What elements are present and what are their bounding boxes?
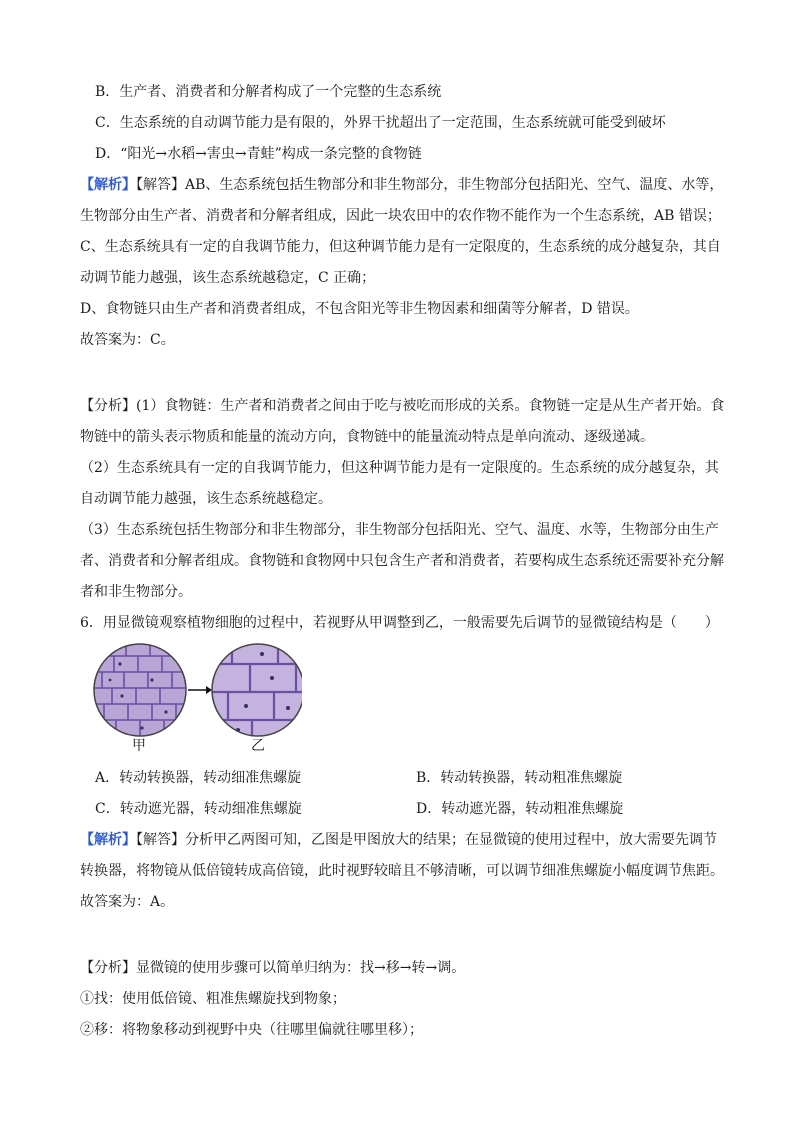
arrow-right-icon [188, 686, 212, 694]
q6-option-c: C．转动遮光器，转动细准焦螺旋 [95, 801, 302, 817]
q5-analysis-line-5: （3）生态系统包括生物部分和非生物部分，非生物部分包括阳光、空气、温度、水等，生物部分由生产 [80, 522, 719, 538]
q5-analysis-line-3: （2）生态系统具有一定的自我调节能力，但这种调节能力是有一定限度的。生态系统的成分越复杂，其 [80, 460, 719, 476]
q5-jiexi-tag: 【解析】 [80, 177, 136, 193]
q5-option-c: C．生态系统的自动调节能力是有限的，外界干扰超出了一定范围，生态系统就可能受到破坏 [95, 115, 666, 131]
q5-analysis-line-1: 【分析】(1）食物链：生产者和消费者之间由于吃与被吃而形成的关系。食物链一定是从生产者开始。食 [80, 398, 725, 414]
q5-answer-line-6: 故答案为：C。 [80, 332, 175, 348]
q5-answer-line-1: 【解析】【解答】AB、生态系统包括生物部分和非生物部分，非生物部分包括阳光、空气、温度、水等， [80, 177, 724, 193]
q6-analysis-line-1: 【分析】显微镜的使用步骤可以简单归纳为：找→移→转→调。 [80, 960, 466, 976]
q6-analysis-line-2: ①找：使用低倍镜、粗准焦螺旋找到物象； [80, 991, 346, 1007]
label-yi: 乙 [251, 738, 265, 754]
q6-option-b: B．转动转换器，转动粗准焦螺旋 [416, 770, 623, 786]
q6-answer-line-1: 【解析】【解答】分析甲乙两图可知，乙图是甲图放大的结果；在显微镜的使用过程中，放大需要先调节 [80, 832, 717, 848]
q5-option-d: D．“阳光→水稻→害虫→青蛙”构成一条完整的食物链 [95, 146, 422, 162]
q5-analysis-line-7: 者和非生物部分。 [80, 584, 192, 600]
q5-answer-line-5: D、食物链只由生产者和消费者组成，不包含阳光等非生物因素和细菌等分解者，D 错误。 [80, 301, 639, 317]
microscope-view-figure [92, 642, 302, 754]
field-of-view-yi [210, 642, 302, 738]
q6-answer-line-3: 故答案为：A。 [80, 894, 175, 910]
q5-analysis-line-6: 者、消费者和分解者组成。食物链和食物网中只包含生产者和消费者，若要构成生态系统还需要补充分解 [80, 553, 724, 569]
q6-jiexi-tag: 【解析】 [80, 832, 136, 848]
q5-answer-line-4: 动调节能力越强，该生态系统越稳定，C 正确； [80, 270, 376, 286]
q6-option-d: D．转动遮光器，转动粗准焦螺旋 [416, 801, 624, 817]
microscope-views-illustration [92, 642, 302, 738]
q6-stem: 6．用显微镜观察植物细胞的过程中，若视野从甲调整到乙，一般需要先后调节的显微镜结构是（ ） [80, 615, 719, 631]
q5-answer-line-2: 生物部分由生产者、消费者和分解者组成，因此一块农田中的农作物不能作为一个生态系统，AB 错误； [80, 208, 721, 224]
label-jia: 甲 [132, 738, 146, 754]
q5-answer-line-3: C、生态系统具有一定的自我调节能力，但这种调节能力是有一定限度的，生态系统的成分越复杂，其自 [80, 239, 721, 255]
q6-option-a: A．转动转换器，转动细准焦螺旋 [95, 770, 302, 786]
q5-analysis-line-2: 物链中的箭头表示物质和能量的流动方向，食物链中的能量流动特点是单向流动、逐级递减。 [80, 429, 654, 445]
field-of-view-jia [92, 642, 188, 738]
q5-analysis-line-4: 自动调节能力越强，该生态系统越稳定。 [80, 491, 332, 507]
q6-answer-line-2: 转换器，将物镜从低倍镜转成高倍镜，此时视野较暗且不够清晰，可以调节细准焦螺旋小幅度调节焦距。 [80, 863, 724, 879]
q6-analysis-line-3: ②移：将物象移动到视野中央（往哪里偏就往哪里移）； [80, 1022, 423, 1038]
q5-option-b: B．生产者、消费者和分解者构成了一个完整的生态系统 [95, 84, 442, 100]
